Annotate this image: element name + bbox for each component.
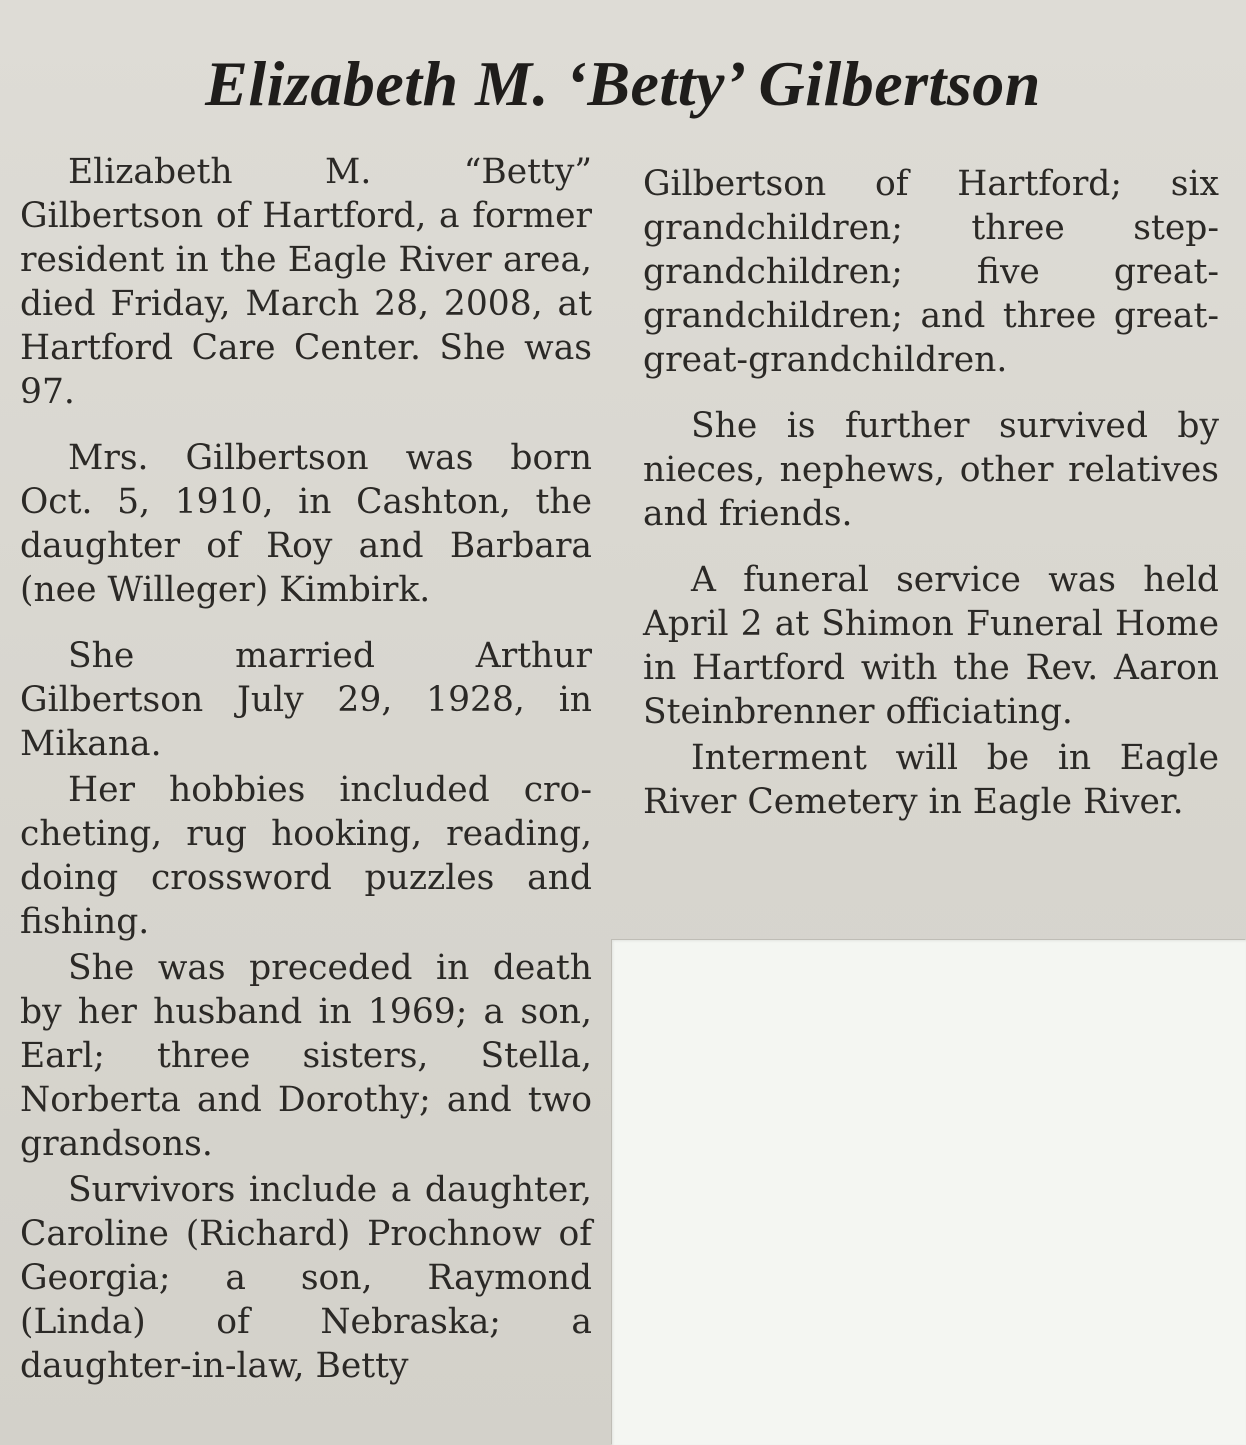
paragraph-funeral-service: A funeral service was held April 2 at Shimon Funeral Home in Hartford with the Rev. Aaron Steinbrenner officiating. bbox=[643, 560, 1219, 732]
paragraph-survivors: Survivors include a daughter, Caroline (Richard) Prochnow of Georgia; a son, Raymond (Linda) of Nebraska; a daughter-in-law, Betty bbox=[20, 1170, 592, 1386]
paragraph-death-notice: Elizabeth M. “Betty” Gilbertson of Hartford, a former resident in the Eagle River area, died Friday, March 28, 2008, at Hartford Care Center. She was 97. bbox=[20, 152, 592, 412]
paragraph-hobbies: Her hobbies included crocheting, rug hooking, reading, doing crossword puzzles and fishing. bbox=[20, 770, 592, 942]
paragraph-preceded: She was preceded in death by her husband in 1969; a son, Earl; three sisters, Stella, Norberta and Dorothy; and two grandsons. bbox=[20, 948, 592, 1164]
obituary-headline: Elizabeth M. ‘Betty’ Gilbertson bbox=[205, 48, 1041, 119]
paragraph-survivors-continued: Gilbertson of Hartford; six grandchildren; three stepgrandchildren; five greatgrandchildren; and three great-great-grandchildren. bbox=[643, 164, 1219, 380]
blank-paper-area bbox=[612, 940, 1246, 1445]
paragraph-marriage: She married Arthur Gilbertson July 29, 1928, in Mikana. bbox=[20, 636, 592, 764]
paragraph-further-survived: She is further survived by nieces, nephews, other relatives and friends. bbox=[643, 406, 1219, 534]
paragraph-interment: Interment will be in Eagle River Cemetery in Eagle River. bbox=[643, 738, 1219, 822]
right-column bbox=[643, 162, 1219, 824]
left-column bbox=[20, 150, 592, 1388]
paragraph-birth: Mrs. Gilbertson was born Oct. 5, 1910, in Cashton, the daughter of Roy and Barbara (nee Willeger) Kimbirk. bbox=[20, 438, 592, 610]
